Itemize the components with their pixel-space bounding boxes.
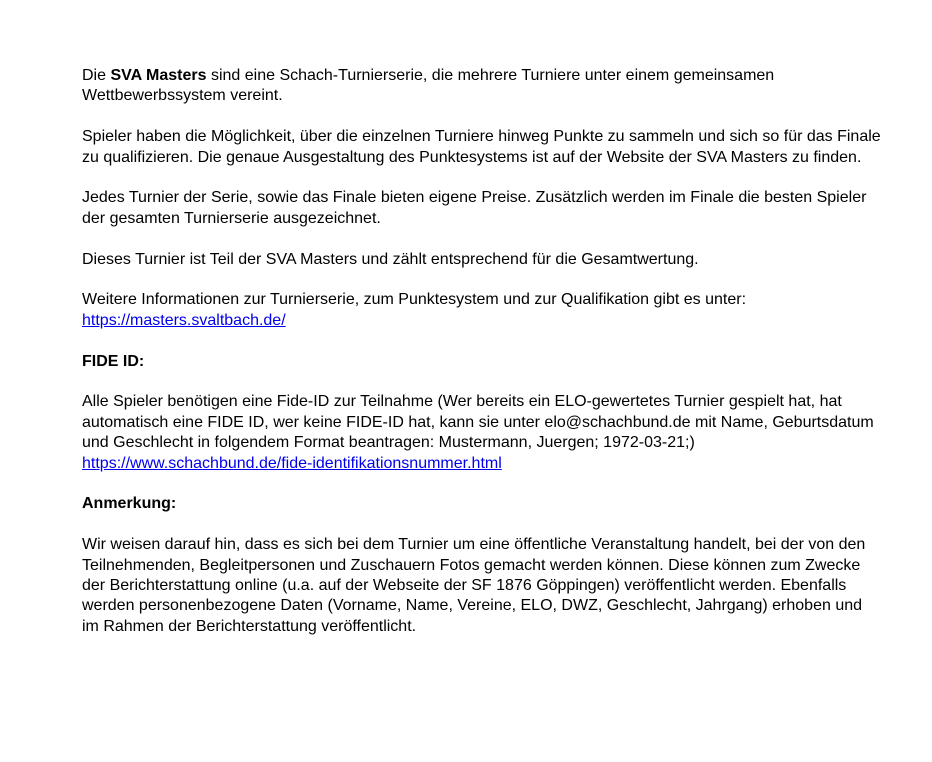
fide-paragraph <box>82 392 882 474</box>
series-paragraph: Dieses Turnier ist Teil der SVA Masters und zählt entsprechend für die Gesamtwertung. <box>82 250 699 268</box>
fide-heading: FIDE ID: <box>82 352 145 370</box>
points-paragraph: Spieler haben die Möglichkeit, über die einzelnen Turniere hinweg Punkte zu sammeln und sich so für das Finale zu qualifizieren. Die genaue Ausgestaltung des Punktesystems ist auf der Website der SVA Masters zu finden. <box>82 128 881 166</box>
document-body <box>82 66 882 658</box>
intro-paragraph <box>82 66 882 107</box>
note-heading: Anmerkung: <box>82 495 177 513</box>
masters-website-link[interactable]: https://masters.svaltbach.de/ <box>82 311 286 329</box>
note-paragraph: Wir weisen darauf hin, dass es sich bei dem Turnier um eine öffentliche Veranstaltung handelt, bei der von den Teilnehmenden, Begleitpersonen und Zuschauern Fotos gemacht werden können. Diese können zum Zwecke der Berichterstattung online (u.a. auf der Webseite der SF 1876 Göppingen) veröffentlicht werden. Ebenfalls werden personenbezogene Daten (Vorname, Name, Vereine, ELO, DWZ, Geschlecht, Jahrgang) erhoben und im Rahmen der Berichterstattung veröffentlicht. <box>82 536 866 635</box>
prizes-paragraph: Jedes Turnier der Serie, sowie das Finale bieten eigene Preise. Zusätzlich werden im Finale die besten Spieler der gesamten Turnierserie ausgezeichnet. <box>82 189 867 227</box>
intro-prefix: Die <box>82 67 111 84</box>
intro-suffix: sind eine Schach-Turnierserie, die mehrere Turniere unter einem gemeinsamen Wettbewerbssystem vereint. <box>82 67 775 105</box>
brand-name: SVA Masters <box>110 67 207 84</box>
fide-info-link[interactable]: https://www.schachbund.de/fide-identifikationsnummer.html <box>82 454 502 472</box>
more-info-paragraph <box>82 290 882 331</box>
fide-text: Alle Spieler benötigen eine Fide-ID zur Teilnahme (Wer bereits ein ELO-gewertetes Turnier gespielt hat, hat automatisch eine FIDE ID, wer keine FIDE-ID hat, kann sie unter elo@schachbund.de mit Name, Geburtsdatum und Geschlecht in folgendem Format beantragen: Mustermann, Juergen; 1972-03-21;) <box>82 393 874 452</box>
more-info-text: Weitere Informationen zur Turnierserie, zum Punktesystem und zur Qualifikation gibt es unter: <box>82 291 747 309</box>
